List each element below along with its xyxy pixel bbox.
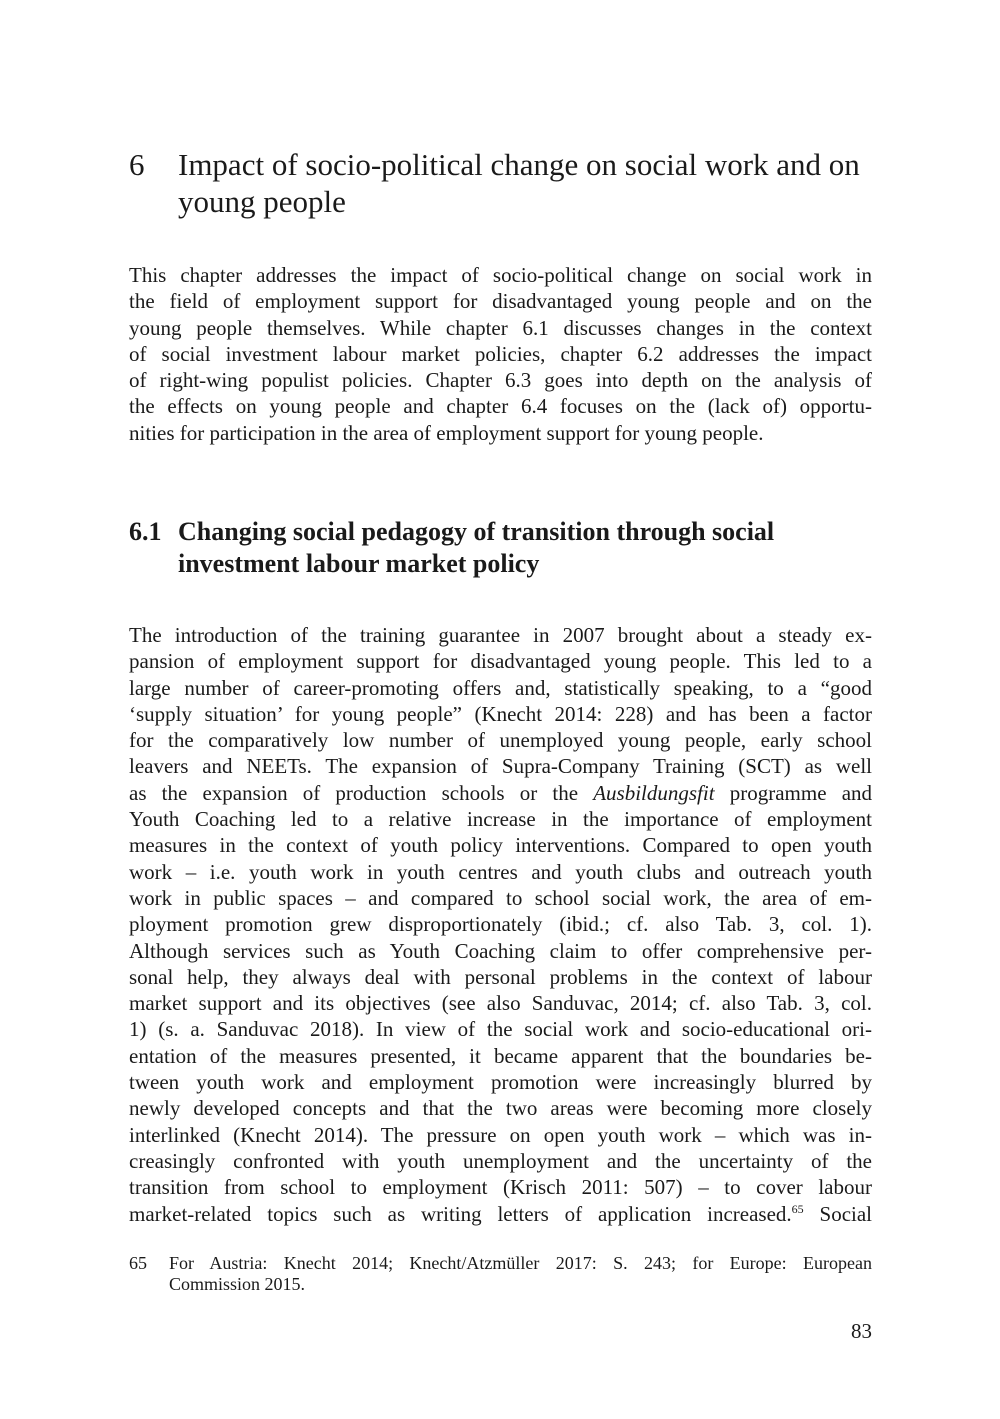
footnote-line: Commission 2015. — [169, 1274, 306, 1294]
footnote-line: For Austria: Knecht 2014; Knecht/Atzmüller 2017: S. 243; for Europe: European — [169, 1253, 872, 1273]
text-line-with-italic — [129, 780, 872, 806]
text-line: creasingly confronted with youth unemployment and the uncertainty of the — [129, 1148, 872, 1173]
text-line: the effects on young people and chapter 6.4 focuses on the (lack of) opportu- — [129, 394, 872, 419]
text-line: nities for participation in the area of employment support for young people. — [129, 420, 764, 445]
text-line: The introduction of the training guarantee in 2007 brought about a steady ex- — [129, 623, 872, 647]
text-line: Youth Coaching led to a relative increase in the importance of employment — [129, 807, 872, 832]
chapter-heading — [129, 146, 872, 220]
text-line: work – i.e. youth work in youth centres and youth clubs and outreach youth — [129, 859, 872, 884]
text-line: entation of the measures presented, it became apparent that the boundaries be- — [129, 1043, 872, 1068]
text-line: pansion of employment support for disadvantaged young people. This led to a — [129, 649, 872, 674]
main-paragraph — [129, 622, 872, 1227]
section-title: Changing social pedagogy of transition through social investment labour market policy — [178, 517, 775, 578]
text-line: of social investment labour market policies, chapter 6.2 addresses the impact — [129, 341, 872, 366]
chapter-number: 6 — [129, 147, 145, 182]
section-number: 6.1 — [129, 517, 162, 546]
text-line: ployment promotion grew disproportionately (ibid.; cf. also Tab. 3, col. 1). — [129, 912, 872, 937]
text-segment: Social — [819, 1201, 873, 1226]
italic-term: Ausbildungsfit — [593, 780, 715, 805]
text-line: This chapter addresses the impact of socio-political change on social work in — [129, 263, 872, 287]
text-line: measures in the context of youth policy interventions. Compared to open youth — [129, 833, 872, 858]
text-line: large number of career-promoting offers and, statistically speaking, to a “good — [129, 675, 872, 700]
text-line: transition from school to employment (Krisch 2011: 507) – to cover labour — [129, 1175, 872, 1200]
text-line: for the comparatively low number of unemployed young people, early school — [129, 728, 872, 753]
text-segment: market-related topics such as writing letters of application increased. — [129, 1201, 792, 1226]
page-number: 83 — [851, 1319, 872, 1343]
text-line: the field of employment support for disadvantaged young people and on the — [129, 289, 872, 314]
footnote-reference[interactable]: 65 — [791, 1201, 804, 1216]
footnote-text — [169, 1253, 872, 1295]
section-heading — [129, 516, 872, 580]
text-line: of right-wing populist policies. Chapter 6.3 goes into depth on the analysis of — [129, 368, 872, 393]
footnote-number: 65 — [129, 1253, 147, 1273]
text-line: ‘supply situation’ for young people” (Knecht 2014: 228) and has been a factor — [129, 701, 872, 726]
text-line: young people themselves. While chapter 6.1 discusses changes in the context — [129, 315, 872, 340]
intro-paragraph — [129, 262, 872, 446]
text-line: sonal help, they always deal with personal problems in the context of labour — [129, 964, 872, 989]
text-line: leavers and NEETs. The expansion of Supra-Company Training (SCT) as well — [129, 754, 872, 779]
text-segment: programme and — [729, 780, 873, 805]
text-line-with-footnote-ref — [129, 1201, 872, 1227]
document-page — [129, 0, 872, 1419]
chapter-title: Impact of socio-political change on social work and on young people — [178, 147, 860, 219]
text-line: tween youth work and employment promotion were increasingly blurred by — [129, 1070, 872, 1095]
text-line: market support and its objectives (see also Sanduvac, 2014; cf. also Tab. 3, col. — [129, 991, 872, 1016]
footnote — [129, 1253, 872, 1295]
text-line: newly developed concepts and that the two areas were becoming more closely — [129, 1096, 872, 1121]
text-segment: as the expansion of production schools or the — [129, 780, 579, 805]
text-line: interlinked (Knecht 2014). The pressure on open youth work – which was in- — [129, 1122, 872, 1147]
text-line: Although services such as Youth Coaching claim to offer comprehensive per- — [129, 938, 872, 963]
text-line: work in public spaces – and compared to school social work, the area of em- — [129, 885, 872, 910]
text-line: 1) (s. a. Sanduvac 2018). In view of the social work and socio-educational ori- — [129, 1017, 872, 1042]
